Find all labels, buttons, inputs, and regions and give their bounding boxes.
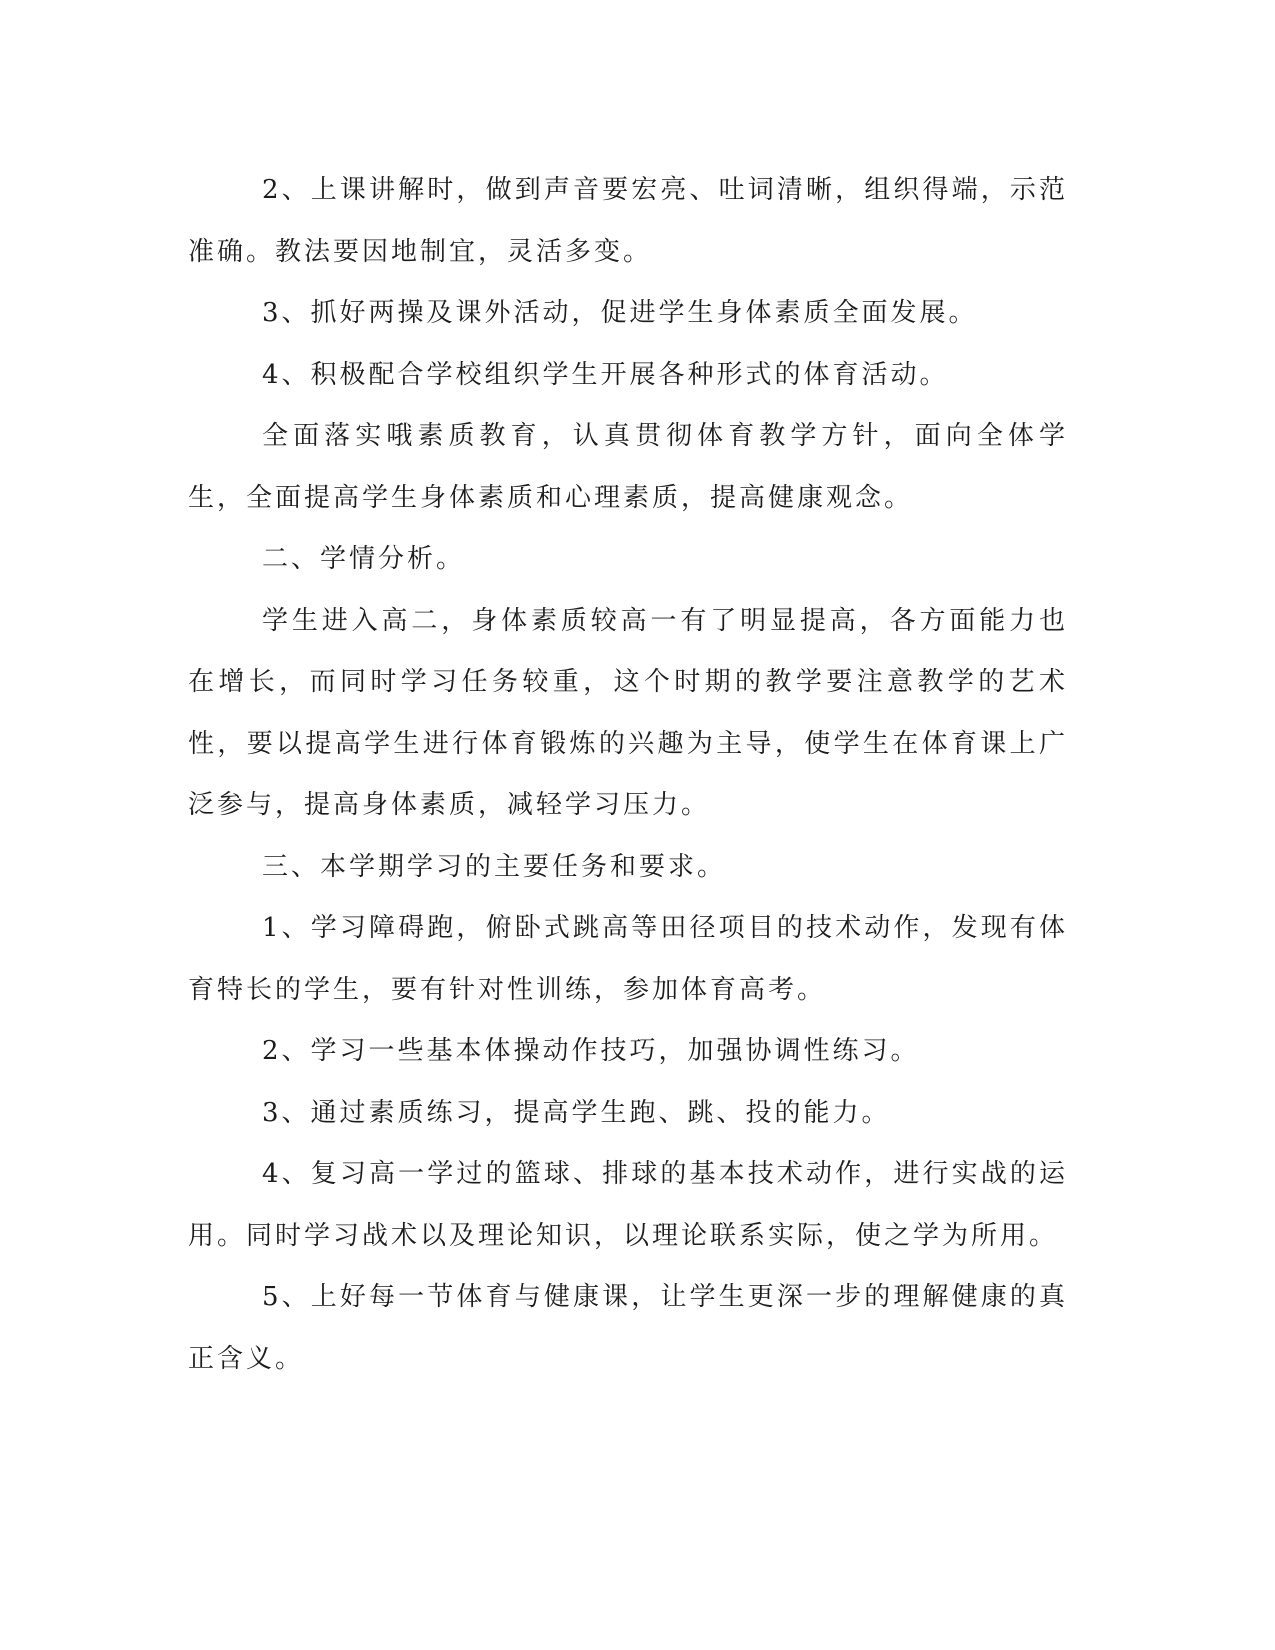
list-item-fitness-practice: 3、通过素质练习，提高学生跑、跳、投的能力。 xyxy=(262,1097,891,1128)
paragraph-student-analysis: 学生进入高二，身体素质较高一有了明显提高，各方面能力也在增长，而同时学习任务较重，这个时期的教学要注意教学的艺术性，要以提高学生进行体育锻炼的兴趣为主导，使学生在体育课上广泛参与，提高身体素质，减轻学习压力。 xyxy=(188,605,1068,820)
list-item-gymnastics: 2、学习一些基本体操动作技巧，加强协调性练习。 xyxy=(262,1036,920,1066)
heading-student-analysis: 二、学情分析。 xyxy=(262,544,466,574)
list-item-health-class: 5、上好每一节体育与健康课，让学生更深一步的理解健康的真正含义。 xyxy=(188,1282,1068,1374)
paragraph-teaching-explanation: 2、上课讲解时，做到声音要宏亮、吐词清晰，组织得端，示范准确。教法要因地制宜，灵活多变。 xyxy=(188,175,1068,267)
heading-semester-tasks: 三、本学期学习的主要任务和要求。 xyxy=(262,851,727,882)
list-item-ball-games: 4、复习高一学过的篮球、排球的基本技术动作，进行实战的运用。同时学习战术以及理论知识，以理论联系实际，使之学为所用。 xyxy=(188,1159,1068,1251)
paragraph-quality-education: 全面落实哦素质教育，认真贯彻体育教学方针，面向全体学生，全面提高学生身体素质和心理素质，提高健康观念。 xyxy=(188,421,1068,513)
list-item-track-field: 1、学习障碍跑，俯卧式跳高等田径项目的技术动作，发现有体育特长的学生，要有针对性训练，参加体育高考。 xyxy=(188,913,1068,1005)
paragraph-exercises-activities: 3、抓好两操及课外活动，促进学生身体素质全面发展。 xyxy=(262,298,978,328)
paragraph-school-sports-activities: 4、积极配合学校组织学生开展各种形式的体育活动。 xyxy=(262,359,949,390)
document-body xyxy=(188,160,1068,1390)
